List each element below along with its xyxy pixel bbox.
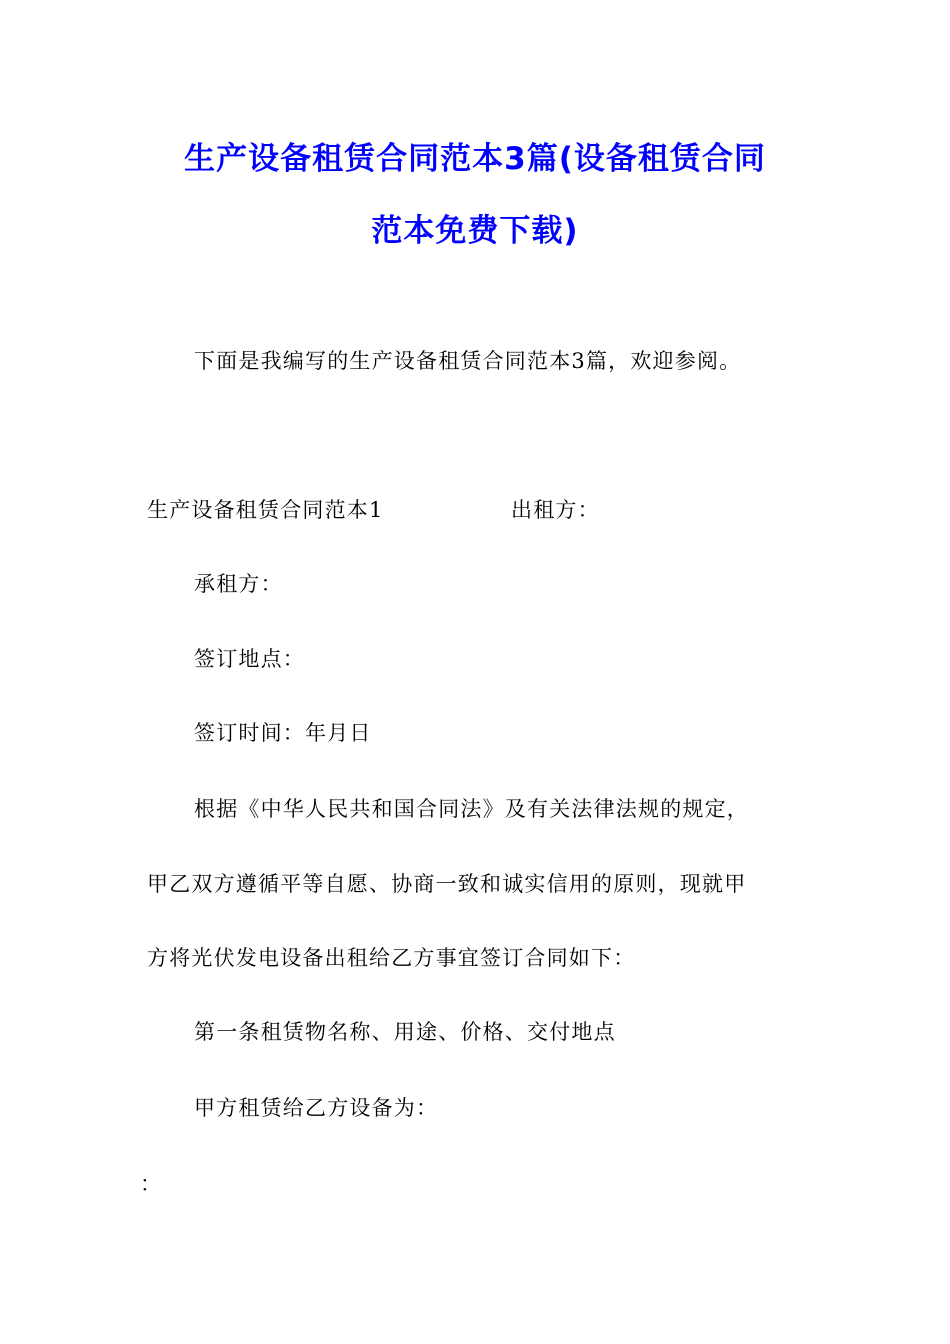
lessee-label: 承租方：	[194, 572, 283, 596]
sign-place-label: 签订地点：	[194, 647, 305, 671]
sign-time-label: 签订时间：年月日	[194, 721, 372, 745]
paragraph-line: 甲乙双方遵循平等自愿、协商一致和诚实信用的原则，现就甲	[147, 872, 747, 896]
article-heading: 第一条租赁物名称、用途、价格、交付地点	[194, 1020, 616, 1044]
paragraph-line: 方将光伏发电设备出租给乙方事宜签订合同如下：	[147, 946, 636, 970]
document-title-line-1: 生产设备租赁合同范本3篇(设备租赁合同	[184, 141, 766, 177]
document-title-line-2: 范本免费下载)	[371, 213, 579, 249]
article-text: 甲方租赁给乙方设备为：	[194, 1096, 439, 1120]
lessor-label: 出租方：	[511, 498, 600, 522]
section-heading: 生产设备租赁合同范本1	[147, 498, 384, 522]
intro-paragraph: 下面是我编写的生产设备租赁合同范本3篇，欢迎参阅。	[194, 349, 742, 373]
paragraph-line: 根据《中华人民共和国合同法》及有关法律法规的规定，	[194, 797, 749, 821]
trailing-colon: ：	[140, 1172, 163, 1196]
